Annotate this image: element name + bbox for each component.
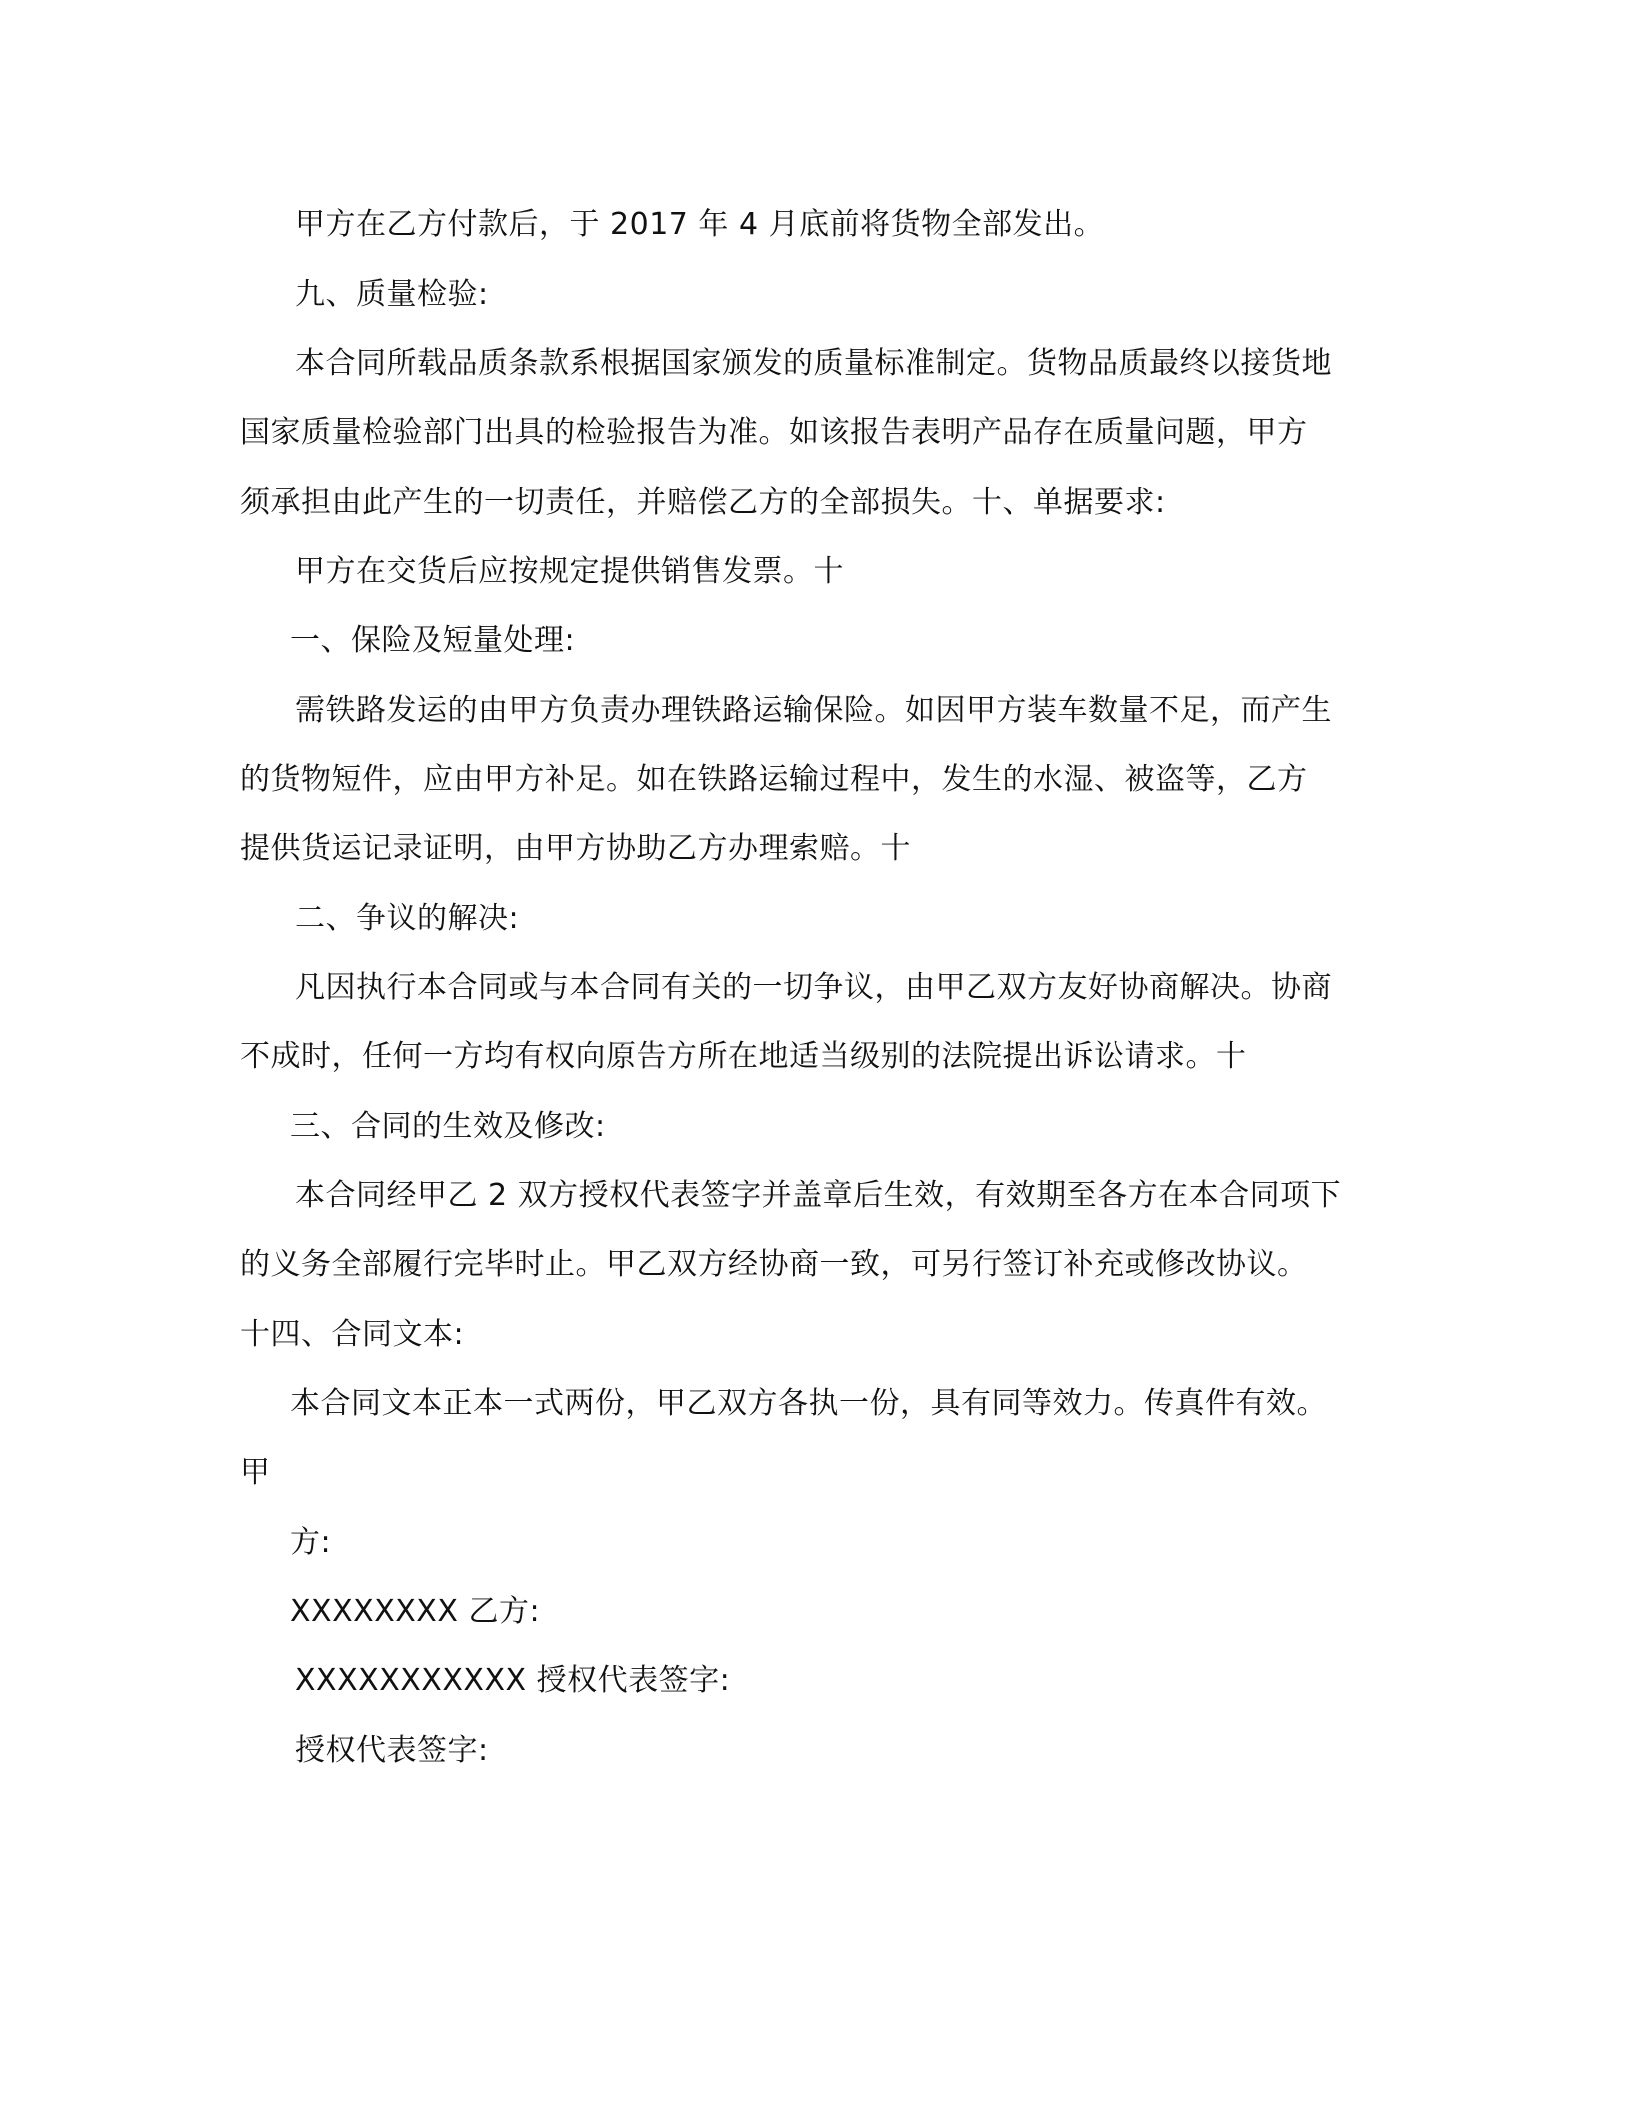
paragraph-line-10: 提供货运记录证明，由甲方协助乙方办理索赔。十 (240, 831, 911, 866)
section-heading-13: 三、合同的生效及修改: (290, 1109, 606, 1144)
paragraph-line-6: 甲方在交货后应按规定提供销售发票。十 (295, 554, 844, 589)
section-heading-11: 一、保险及短量处理: (290, 623, 576, 658)
paragraph-line-18: 本合同文本正本一式两份，甲乙双方各执一份，具有同等效力。传真件有效。 (290, 1386, 1327, 1421)
paragraph-line-1: 甲方在乙方付款后，于 2017 年 4 月底前将货物全部发出。 (295, 207, 1105, 242)
paragraph-line-15: 本合同经甲乙 2 双方授权代表签字并盖章后生效，有效期至各方在本合同项下 (295, 1178, 1342, 1213)
paragraph-line-13: 不成时，任何一方均有权向原告方所在地适当级别的法院提出诉讼请求。十 (240, 1039, 1247, 1074)
paragraph-line-8: 需铁路发运的由甲方负责办理铁路运输保险。如因甲方装车数量不足，而产生 (295, 693, 1332, 728)
party-a-name-and-party-b-label: XXXXXXXX 乙方: (290, 1594, 541, 1629)
paragraph-line-3: 本合同所载品质条款系根据国家颁发的质量标准制定。货物品质最终以接货地 (295, 346, 1332, 381)
paragraph-line-5: 须承担由此产生的一切责任，并赔偿乙方的全部损失。十、单据要求: (240, 485, 1166, 520)
party-a-label-second: 方: (290, 1525, 332, 1560)
party-b-name-and-signature-label: XXXXXXXXXXX 授权代表签字: (295, 1663, 731, 1698)
paragraph-line-4: 国家质量检验部门出具的检验报告为准。如该报告表明产品存在质量问题，甲方 (240, 415, 1308, 450)
party-a-label-first: 甲 (240, 1455, 271, 1490)
signature-label: 授权代表签字: (295, 1733, 489, 1768)
section-heading-9: 九、质量检验: (295, 277, 489, 312)
section-heading-14: 十四、合同文本: (240, 1317, 465, 1352)
paragraph-line-9: 的货物短件，应由甲方补足。如在铁路运输过程中，发生的水湿、被盗等，乙方 (240, 762, 1308, 797)
section-heading-12: 二、争议的解决: (295, 901, 520, 936)
paragraph-line-16: 的义务全部履行完毕时止。甲乙双方经协商一致，可另行签订补充或修改协议。 (240, 1247, 1308, 1282)
paragraph-line-12: 凡因执行本合同或与本合同有关的一切争议，由甲乙双方友好协商解决。协商 (295, 970, 1332, 1005)
